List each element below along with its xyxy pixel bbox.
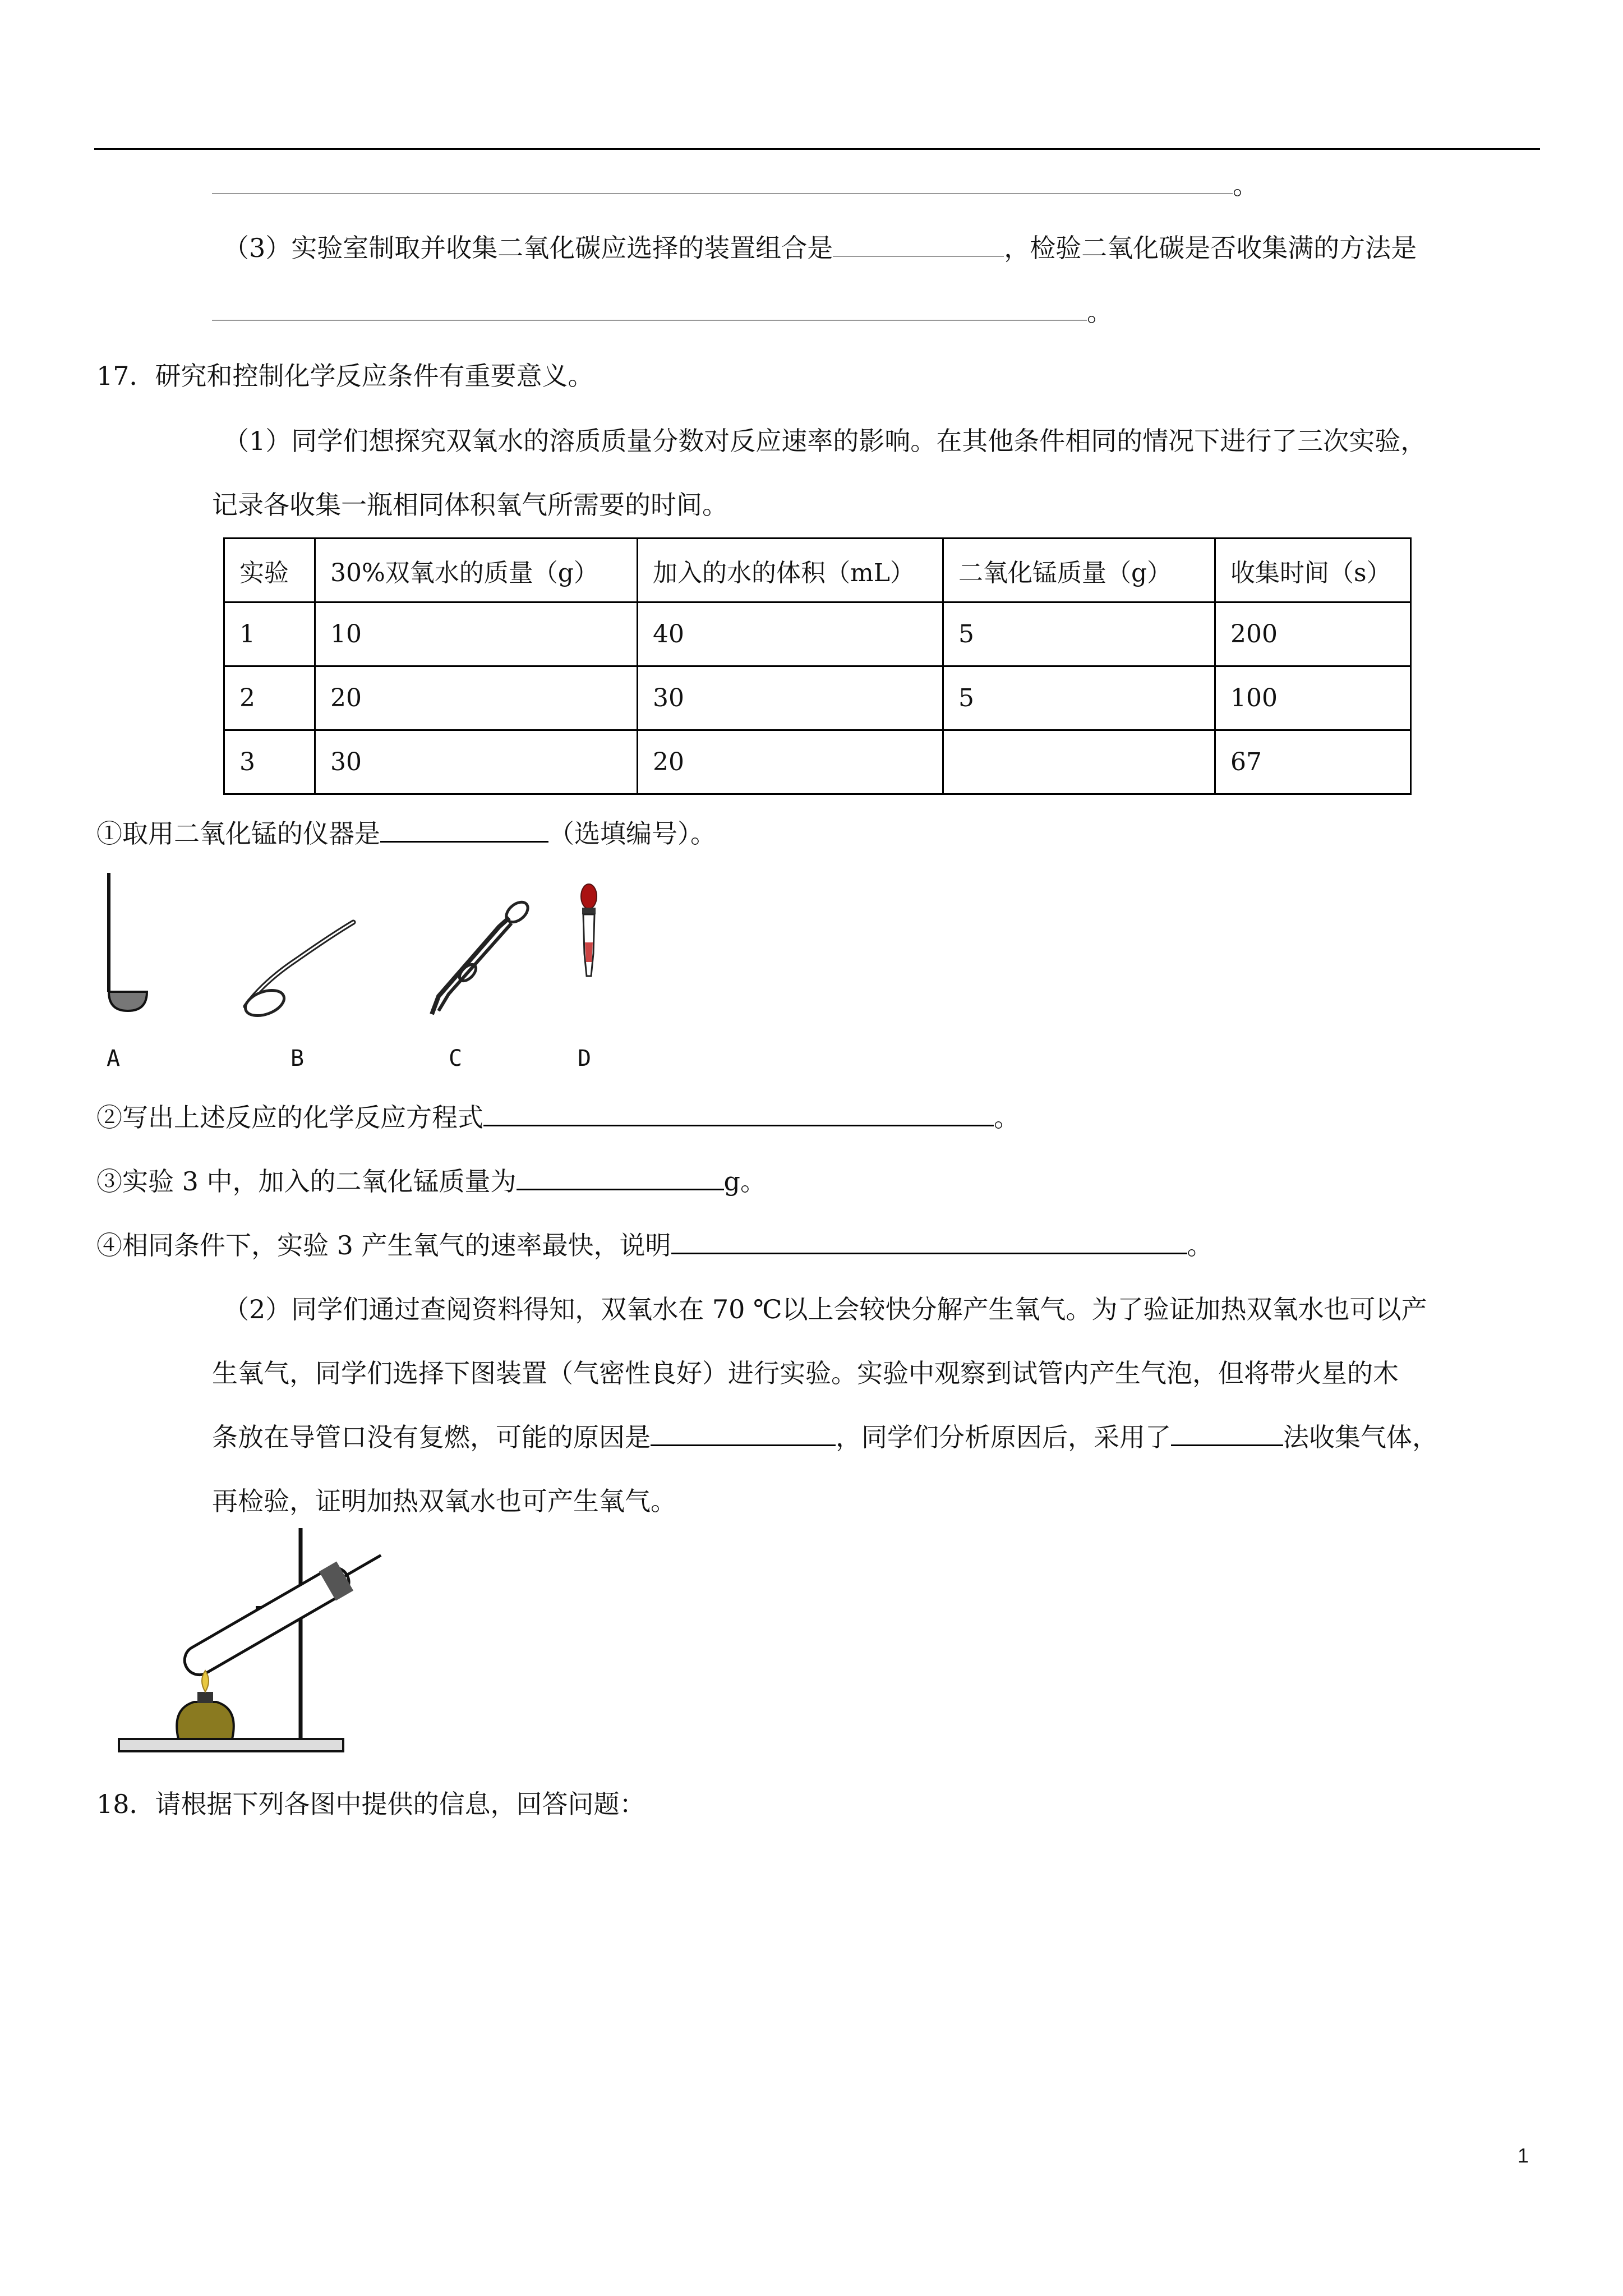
table-row — [224, 666, 1411, 730]
table-cell: 5 — [943, 666, 1215, 730]
q17-sub2: ②写出上述反应的化学反应方程式 。 — [96, 1102, 1020, 1133]
q17-sub3: ③实验 3 中，加入的二氧化锰质量为 g。 — [96, 1166, 766, 1197]
table-header-cell: 加入的水的体积（mL） — [638, 539, 943, 602]
tongs-icon — [432, 898, 532, 1014]
q17-title: 17．研究和控制化学反应条件有重要意义。 — [96, 361, 594, 391]
test-tube-icon — [178, 1541, 389, 1682]
table-cell: 30 — [315, 730, 638, 794]
table-header-row — [224, 539, 1411, 602]
table-cell: 30 — [638, 666, 943, 730]
table-row — [224, 602, 1411, 666]
table-cell: 3 — [224, 730, 315, 794]
table-cell: 67 — [1215, 730, 1411, 794]
table-cell: 10 — [315, 602, 638, 666]
instrument-label-a: A — [107, 1046, 121, 1071]
q17-part1-line1: （1）同学们想探究双氧水的溶质质量分数对反应速率的影响。在其他条件相同的情况下进行了三次实验， — [223, 426, 1427, 456]
q18-title: 18．请根据下列各图中提供的信息，回答问题： — [96, 1789, 645, 1819]
q17-part2-line4: 再检验，证明加热双氧水也可产生氧气。 — [212, 1486, 676, 1516]
q17-part2-line1: （2）同学们通过查阅资料得知，双氧水在 70 ℃以上会较快分解产生氧气。为了验证加热双氧水也可以产 — [223, 1294, 1427, 1324]
table-cell: 100 — [1215, 666, 1411, 730]
experiment-table — [223, 537, 1412, 795]
table-cell: 2 — [224, 666, 315, 730]
q17-part2-line3: 条放在导管口没有复燃，可能的原因是 ，同学们分析原因后，采用了 法收集气体， — [212, 1422, 1438, 1452]
instrument-illustrations — [95, 864, 623, 1083]
table-cell: 20 — [638, 730, 943, 794]
instrument-label-c: C — [449, 1046, 463, 1071]
q16-part3: （3）实验室制取并收集二氧化碳应选择的装置组合是 ，检验二氧化碳是否收集满的方法是 — [223, 233, 1417, 263]
table-cell: 200 — [1215, 602, 1411, 666]
table-cell: 5 — [943, 602, 1215, 666]
q17-sub1: ①取用二氧化锰的仪器是 （选填编号）。 — [96, 818, 716, 849]
instrument-label-d: D — [578, 1046, 592, 1071]
table-cell: 40 — [638, 602, 943, 666]
heating-apparatus-illustration — [110, 1524, 402, 1765]
table-header-cell: 实验 — [224, 539, 315, 602]
table-cell: 1 — [224, 602, 315, 666]
table-cell: 20 — [315, 666, 638, 730]
table-header-cell: 二氧化锰质量（g） — [943, 539, 1215, 602]
q16-answer-line-2: 。 — [212, 295, 1113, 329]
instrument-label-b: B — [291, 1046, 305, 1071]
header-rule — [94, 148, 1540, 150]
table-cell — [943, 730, 1215, 794]
q16-answer-line-1: 。 — [212, 168, 1258, 202]
table-header-cell: 30%双氧水的质量（g） — [315, 539, 638, 602]
ladle-icon — [109, 873, 147, 1011]
q17-part1-line2: 记录各收集一瓶相同体积氧气所需要的时间。 — [212, 490, 728, 520]
spatula-icon — [242, 922, 353, 1020]
q17-part2-line2: 生氧气，同学们选择下图装置（气密性良好）进行实验。实验中观察到试管内产生气泡，但将带火星的木 — [212, 1358, 1399, 1388]
q17-sub4: ④相同条件下，实验 3 产生氧气的速率最快，说明 。 — [96, 1230, 1213, 1260]
page-number: 1 — [1518, 2144, 1529, 2167]
dropper-icon — [581, 884, 597, 976]
table-header-cell: 收集时间（s） — [1215, 539, 1411, 602]
alcohol-lamp-icon — [177, 1671, 234, 1739]
table-row — [224, 730, 1411, 794]
